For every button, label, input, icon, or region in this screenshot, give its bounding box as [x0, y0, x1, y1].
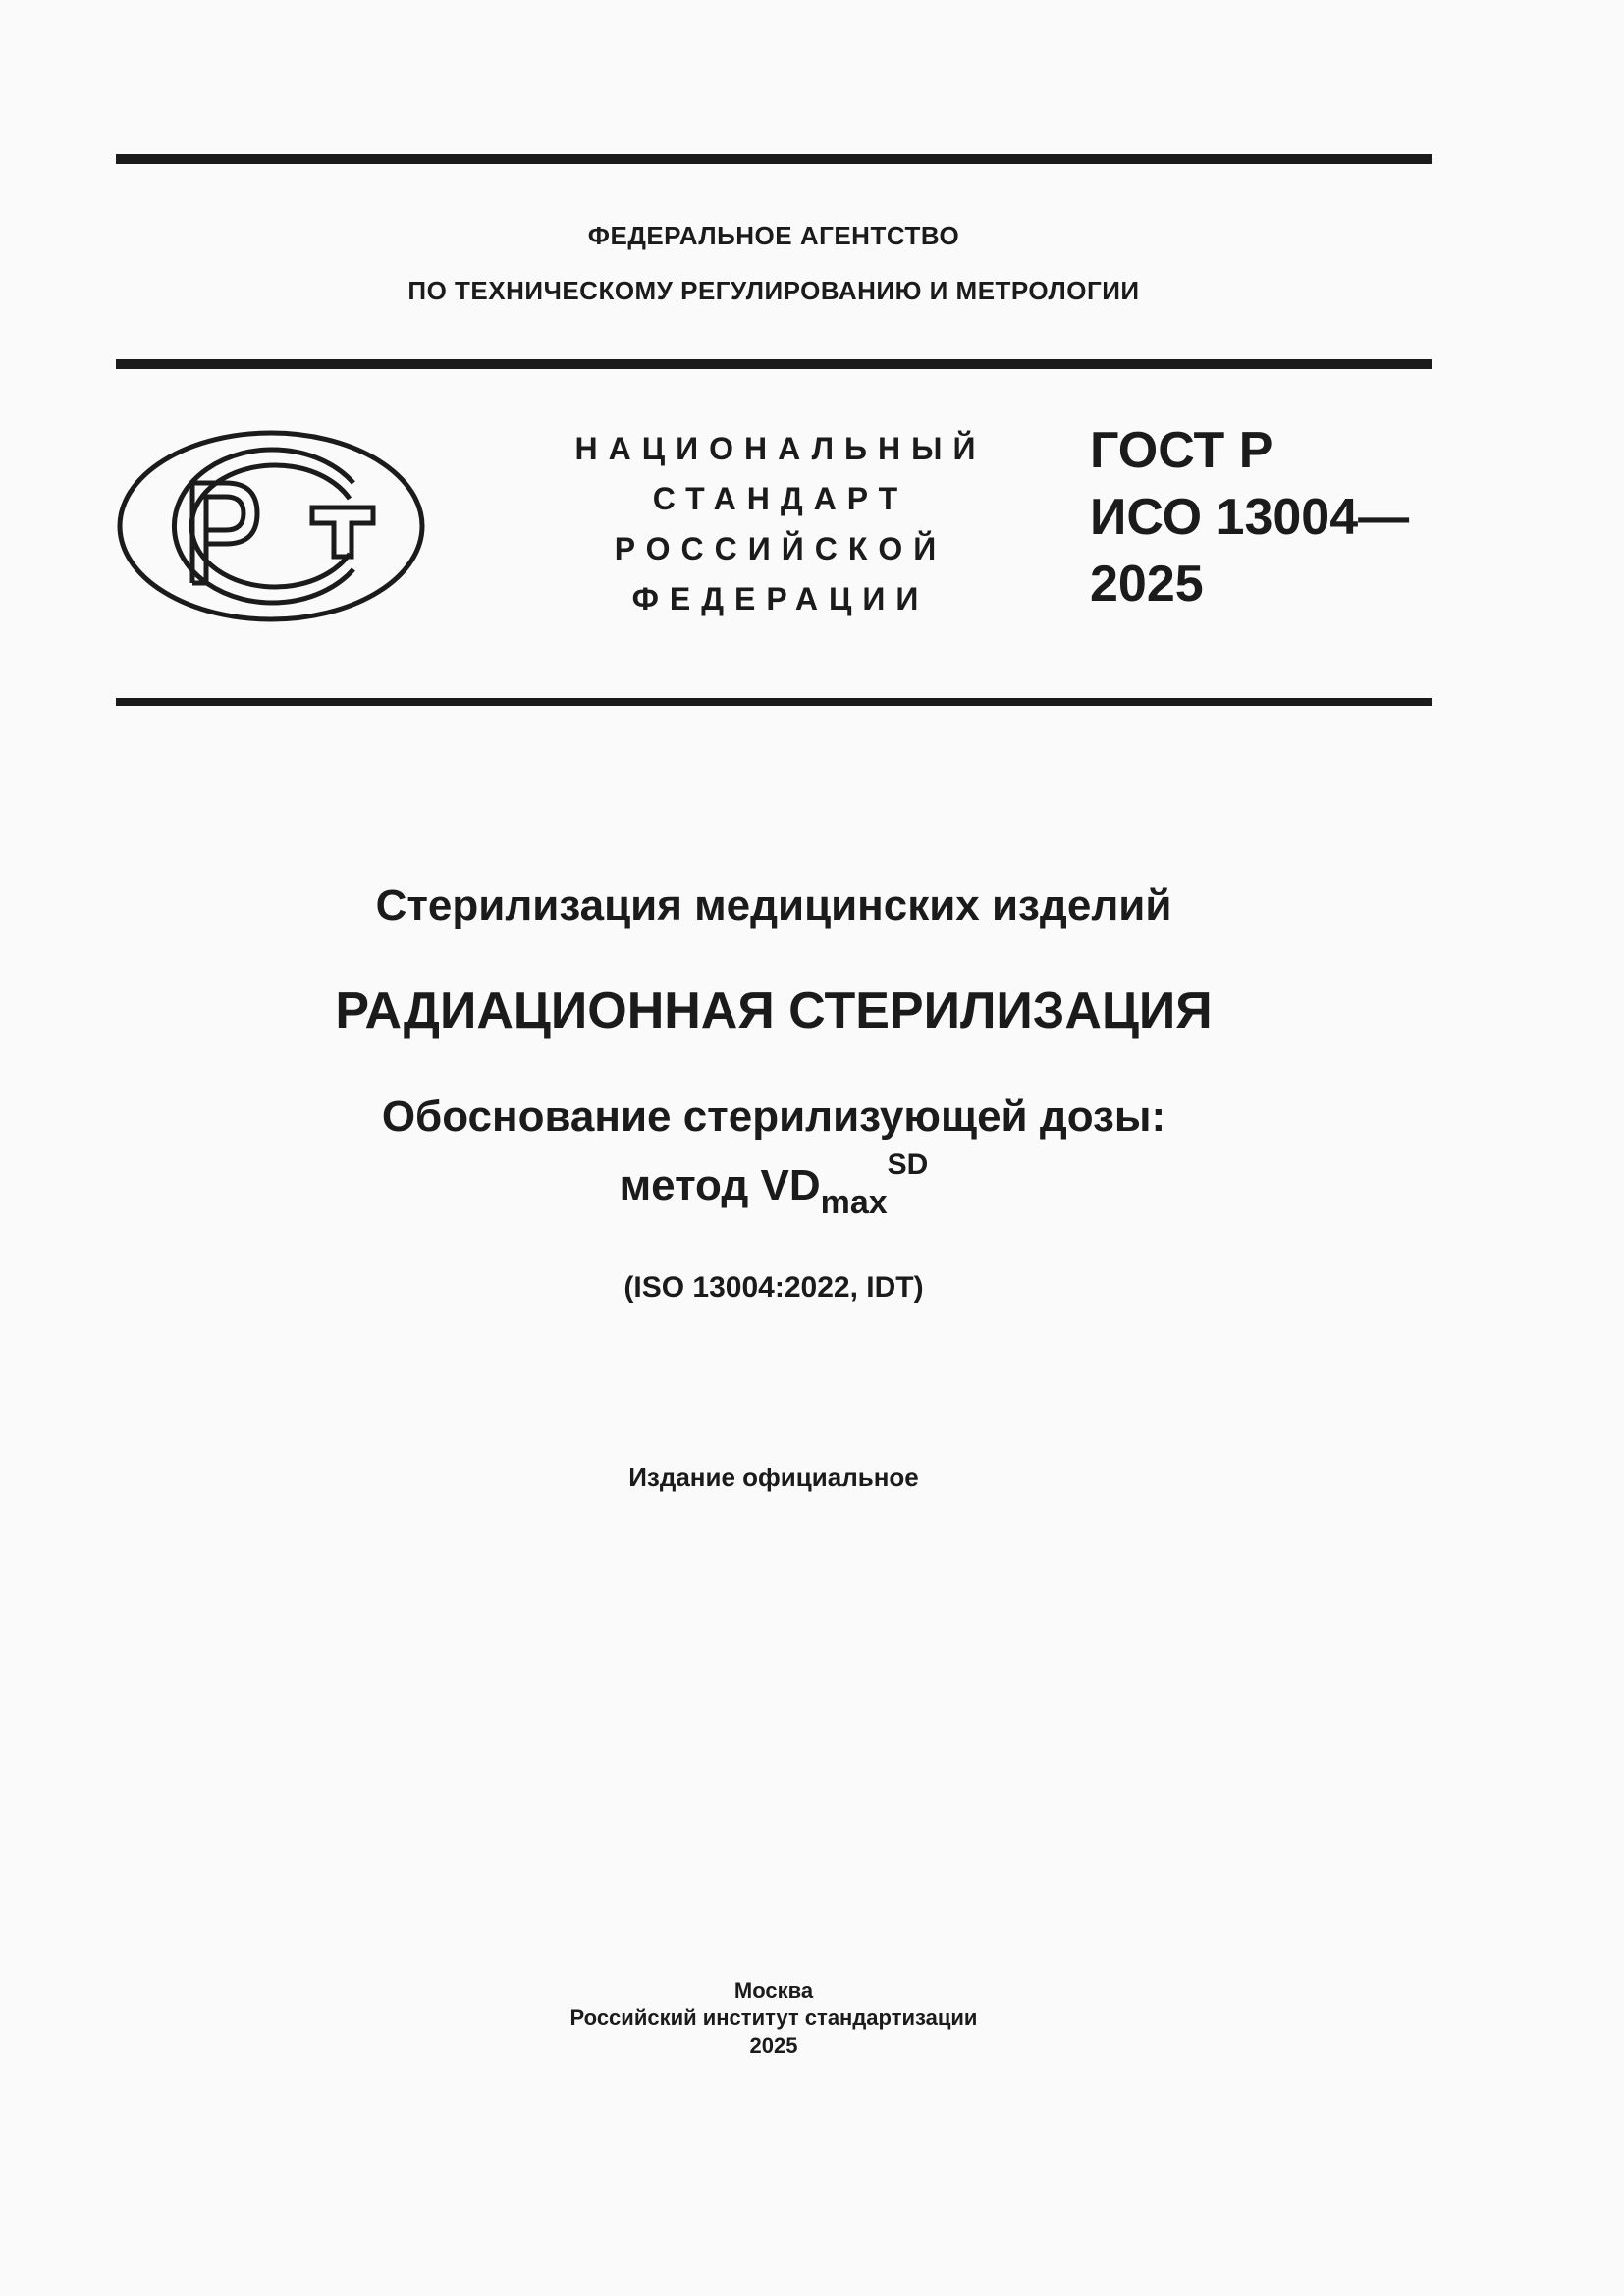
designation-line-2: ИСО 13004— — [1090, 489, 1410, 546]
edition-label: Издание официальное — [628, 1463, 919, 1492]
title-block-rule — [116, 698, 1432, 706]
method-superscript: SD — [887, 1148, 929, 1181]
iso-reference: (ISO 13004:2022, IDT) — [623, 1271, 924, 1304]
document-subtitle: Обоснование стерилизующей дозы: — [381, 1093, 1166, 1141]
standard-designation — [1090, 417, 1409, 617]
rst-certification-mark-icon — [116, 429, 426, 623]
agency-line-2: ПО ТЕХНИЧЕСКОМУ РЕГУЛИРОВАНИЮ И МЕТРОЛОГИИ — [407, 276, 1140, 305]
agency-line-1: ФЕДЕРАЛЬНОЕ АГЕНТСТВО — [587, 221, 960, 250]
method-prefix: метод VD — [619, 1161, 821, 1209]
document-subject: Стерилизация медицинских изделий — [375, 881, 1172, 930]
method-subscript: max — [820, 1184, 888, 1221]
document-main-title: РАДИАЦИОННАЯ СТЕРИЛИЗАЦИЯ — [335, 983, 1213, 1040]
designation-line-3: 2025 — [1090, 556, 1204, 613]
national-standard-line-3: РОССИЙСКОЙ — [614, 531, 947, 566]
national-standard-line-2: СТАНДАРТ — [652, 481, 909, 516]
publisher-year: 2025 — [749, 2033, 798, 2057]
publisher-city: Москва — [733, 1978, 814, 2002]
national-standard-line-1: НАЦИОНАЛЬНЫЙ — [574, 431, 987, 466]
top-rule — [116, 154, 1432, 164]
national-standard-label — [530, 424, 1031, 624]
header-rule — [116, 359, 1432, 369]
publisher-institute: Российский институт стандартизации — [569, 2005, 978, 2030]
method-title — [116, 1148, 1432, 1222]
designation-line-1: ГОСТ Р — [1090, 422, 1273, 479]
national-standard-line-4: ФЕДЕРАЦИИ — [631, 581, 930, 616]
